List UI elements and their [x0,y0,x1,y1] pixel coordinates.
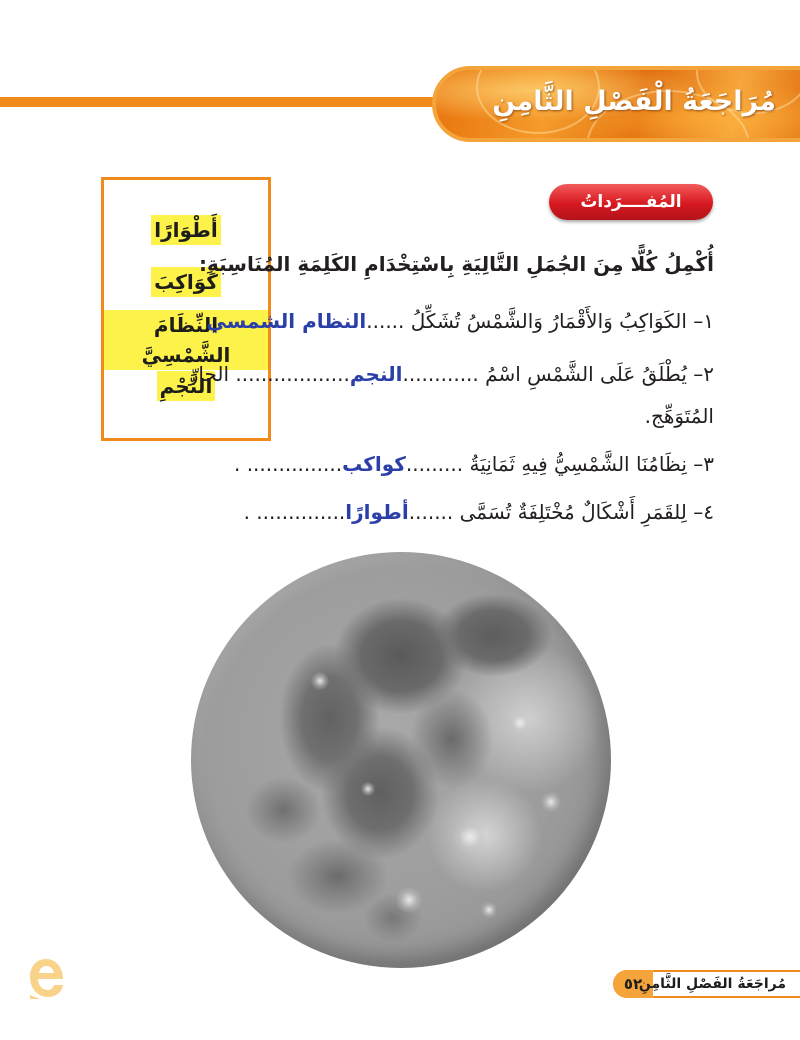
exercise-instruction: أُكْمِلُ كُلًّا مِنَ الجُمَلِ التَّالِيَةِ بِاسْتِخْدَامِ الكَلِمَةِ المُنَاسِبَةِ: [199,252,714,276]
question-text-after: الحارّ [188,362,230,386]
question-number: ١ [703,309,714,333]
answer-text[interactable]: أطوارًا [345,500,409,524]
answer-text[interactable]: النظام الشمسي [206,309,367,333]
word-bank-word: النَّجْمِ [157,371,216,401]
question-number: ٣ [703,452,714,476]
question-text: – نِظَامُنَا الشَّمْسِيُّ فِيهِ ثَمَانِيَةُ [469,452,704,476]
page-number: ٥٢ [613,970,653,998]
question-number: ٤ [703,500,714,524]
blank-dots: ...... [366,309,405,333]
footer-title: مُراجَعَةُ الفَصْلِ الثَّامِنِ [638,976,786,992]
blank-dots: ......... [405,452,464,476]
blank-dots: ....... [408,500,454,524]
question-2 [189,362,714,386]
page-title: مُرَاجَعَةُ الْفَصْلِ الثَّامِنِ [492,86,776,117]
blank-dots: ............ [402,362,479,386]
answer-text[interactable]: كواكب [342,452,406,476]
question-text-line2: المُتَوَهِّج. [644,404,714,428]
question-end: . [233,452,241,476]
word-bank-item [104,206,268,258]
blank-dots: ............... [246,452,343,476]
question-3 [234,452,714,476]
question-text: – الكَوَاكِبُ وَالأَقْمَارُ وَالشَّمْسُ تُشَكِّلُ [410,309,704,333]
question-2-continuation [645,404,714,428]
header-rule [0,97,450,107]
question-text: – يُطْلَقُ عَلَى الشَّمْسِ اسْمُ [485,362,704,386]
publisher-logo [26,955,66,1001]
question-number: ٢ [703,362,714,386]
word-bank-word: كَوَاكِبَ [151,267,221,297]
question-end: . [243,500,250,524]
word-bank-word: أَطْوَارًا [151,215,220,245]
word-bank-word: النِّظَامَ الشَّمْسِيَّ [104,310,268,370]
moon-image [191,552,611,968]
blank-dots: .................. [235,362,350,386]
question-text: – لِلقَمَرِ أَشْكَالٌ مُخْتَلِفَةٌ تُسَمَّى [459,500,704,524]
answer-text[interactable]: النجم [349,362,403,386]
vocabulary-label: المُفــــرَداتُ [549,184,713,220]
question-1 [206,309,714,333]
blank-dots: .............. [256,500,346,524]
chapter-review-banner [432,66,800,142]
question-4 [244,500,714,524]
